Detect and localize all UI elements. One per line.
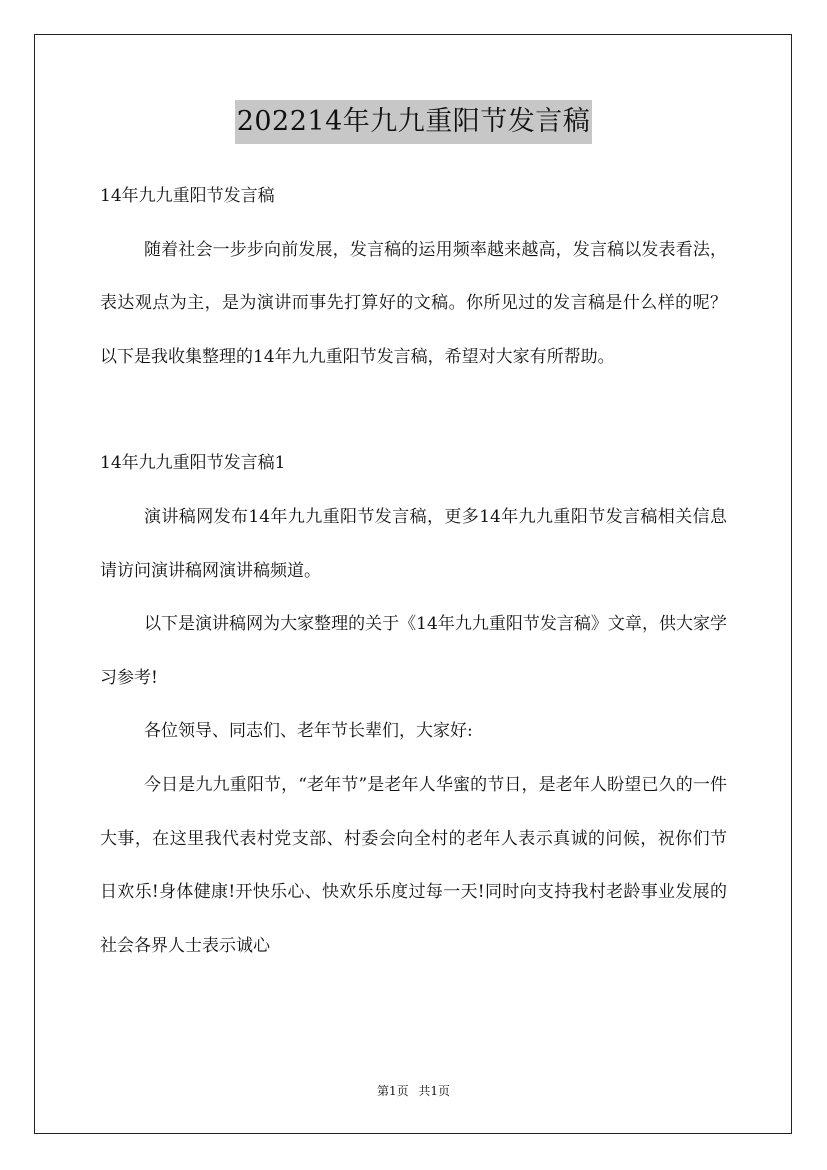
section-gap xyxy=(100,384,727,437)
document-title-container xyxy=(0,100,827,144)
body-paragraph: 以下是演讲稿网为大家整理的关于《14年九九重阳节发言稿》文章，供大家学习参考! xyxy=(100,614,727,688)
section-heading: 14年九九重阳节发言稿1 xyxy=(100,453,286,474)
page-footer xyxy=(0,1082,827,1099)
body-paragraph: 今日是九九重阳节，“老年节”是老年人华蜜的节日，是老年人盼望已久的一件大事，在这里我代表村党支部、村委会向全村的老年人表示真诚的问候，祝你们节日欢乐!身体健康!开快乐心、快欢乐乐度过每一天!同时向支持我村老龄事业发展的社会各界人士表示诚心 xyxy=(100,774,727,956)
document-title: 202214年九九重阳节发言稿 xyxy=(235,100,593,144)
intro-paragraph: 随着社会一步步向前发展，发言稿的运用频率越来越高，发言稿以发表看法，表达观点为主，是为演讲而事先打算好的文稿。你所见过的发言稿是什么样的呢？以下是我收集整理的14年九九重阳节发言稿，希望对大家有所帮助。 xyxy=(100,239,727,367)
document-body xyxy=(100,170,727,973)
page-number: 第1页 xyxy=(376,1084,409,1098)
body-paragraph: 演讲稿网发布14年九九重阳节发言稿，更多14年九九重阳节发言稿相关信息请访问演讲稿网演讲稿频道。 xyxy=(100,506,727,581)
body-paragraph: 各位领导、同志们、老年节长辈们，大家好: xyxy=(144,721,473,742)
page-total: 共1页 xyxy=(418,1084,451,1098)
subtitle: 14年九九重阳节发言稿 xyxy=(100,186,275,206)
